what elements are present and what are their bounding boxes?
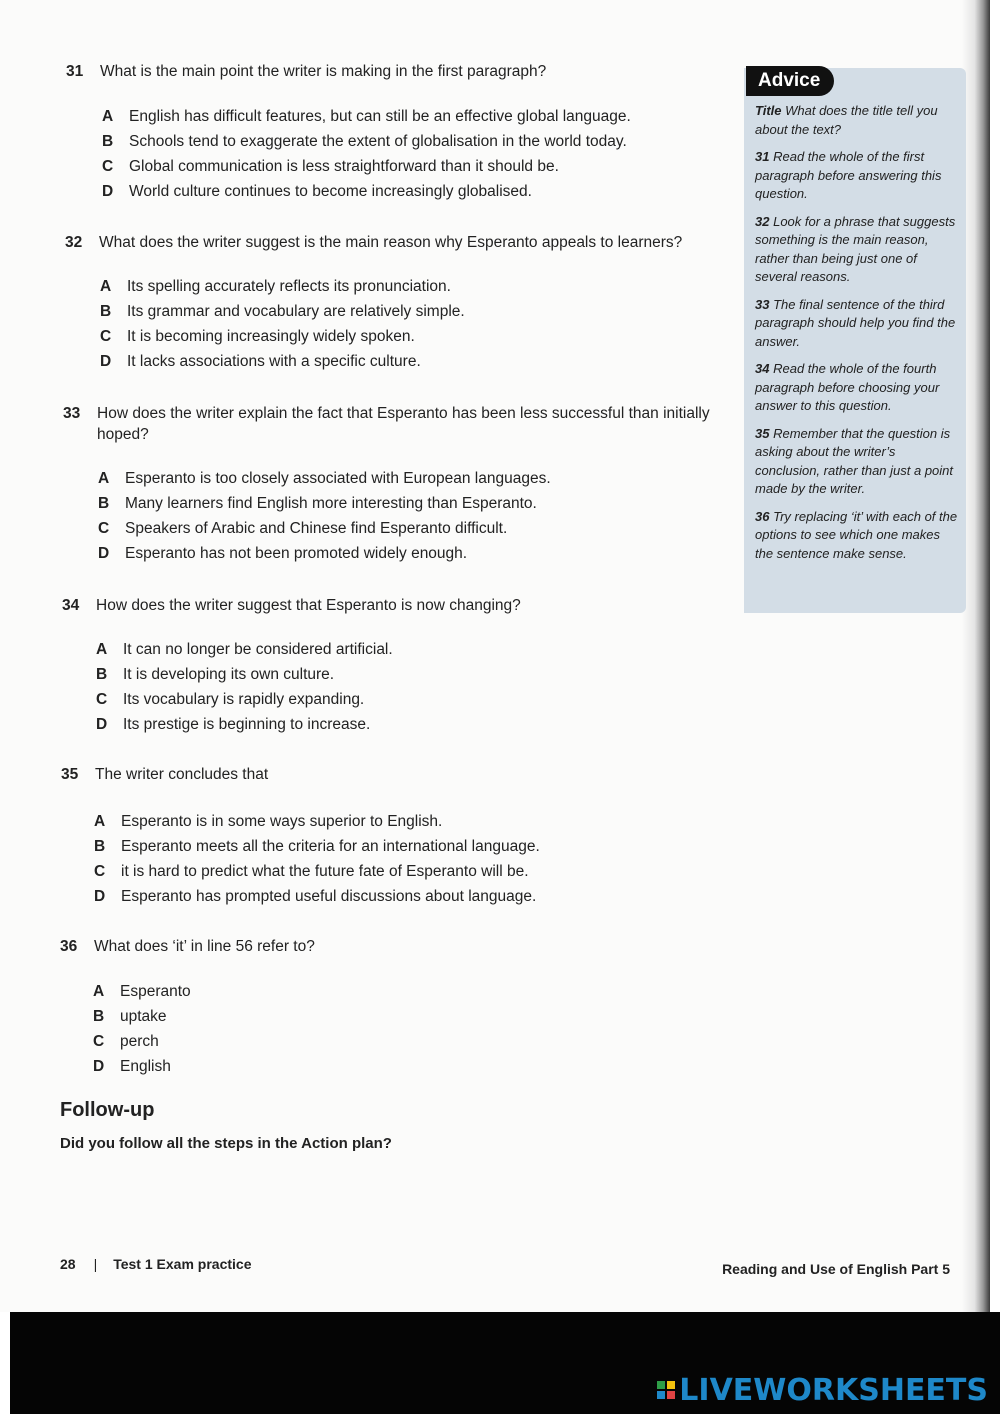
liveworksheets-logo-icon — [657, 1381, 675, 1399]
question-stem: How does the writer suggest that Esperanto is now changing? — [96, 597, 521, 614]
advice-tip: Title What does the title tell you about the text? — [755, 103, 938, 137]
logo-square — [667, 1391, 675, 1399]
footer-section-title: Reading and Use of English Part 5 — [722, 1261, 950, 1277]
advice-tip: 31 Read the whole of the first paragraph before answering this question. — [755, 149, 942, 201]
question-number: 34 — [62, 597, 80, 614]
footer-separator: | — [93, 1256, 98, 1272]
question-stem: What does ‘it’ in line 56 refer to? — [94, 938, 315, 955]
advice-tip: 32 Look for a phrase that suggests something is the main reason, rather than being just one of several reasons. — [755, 213, 956, 284]
advice-tip: 33 The final sentence of the third paragraph should help you find the answer. — [755, 296, 956, 349]
question-stem: What is the main point the writer is making in the first paragraph? — [100, 63, 547, 80]
question-stem: The writer concludes that — [95, 766, 269, 783]
advice-tip: 36 Try replacing ‘it’ with each of the options to see which one makes the sentence make sense. — [755, 508, 958, 561]
question-stem: What does the writer suggest is the main reason why Esperanto appeals to learners? — [99, 234, 683, 251]
footer-test-title: Test 1 Exam practice — [113, 1256, 252, 1272]
advice-tips — [755, 102, 960, 572]
logo-square — [657, 1391, 665, 1399]
advice-title: Advice — [746, 66, 834, 96]
brand-name: LIVEWORKSHEETS — [679, 1372, 988, 1408]
logo-square — [667, 1381, 675, 1389]
logo-square — [657, 1381, 665, 1389]
question-number: 33 — [63, 405, 81, 422]
question-number: 35 — [61, 766, 79, 783]
question-stem: How does the writer explain the fact that Esperanto has been less successful than initially hoped? — [97, 405, 710, 443]
followup-heading: Follow-up — [60, 1099, 155, 1121]
book-spine-shadow — [962, 0, 990, 1312]
page-number: 28 — [60, 1256, 76, 1272]
question-number: 32 — [65, 234, 83, 251]
followup-text: Did you follow all the steps in the Action plan? — [60, 1135, 392, 1152]
advice-tip: 35 Remember that the question is asking about the writer’s conclusion, rather than just a point made by the writer. — [755, 425, 954, 496]
footer-left — [60, 1256, 251, 1272]
liveworksheets-brand[interactable] — [657, 1373, 988, 1407]
advice-tip: 34 Read the whole of the fourth paragraph before choosing your answer to this question. — [755, 361, 940, 413]
question-number: 31 — [66, 63, 84, 80]
question-number: 36 — [60, 938, 78, 955]
